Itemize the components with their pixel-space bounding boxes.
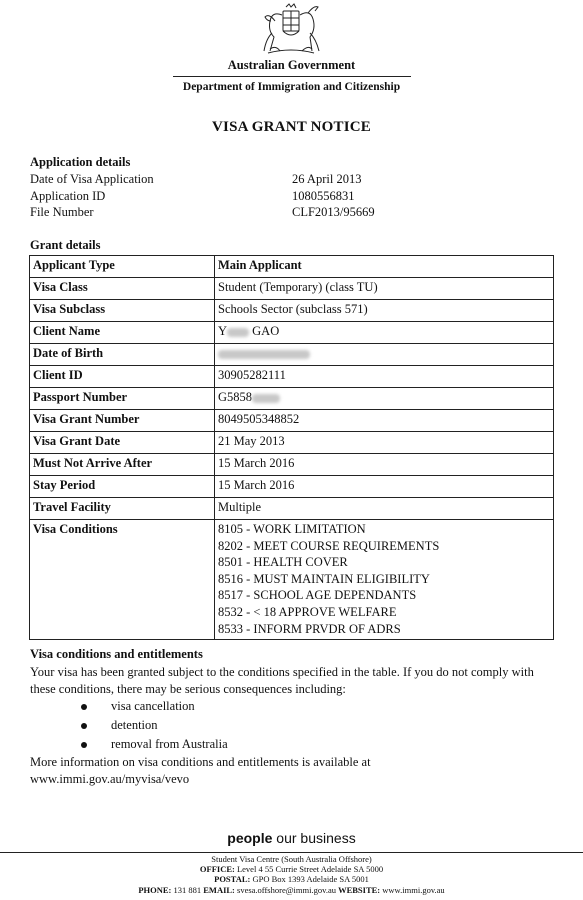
application-id-label: Application ID: [30, 189, 106, 203]
visa-grant-number-label: Visa Grant Number: [30, 410, 215, 432]
tagline-rest: our business: [272, 830, 356, 846]
application-details-heading: Application details: [30, 155, 131, 169]
date-of-application-label: Date of Visa Application: [30, 172, 154, 186]
email-address[interactable]: svesa.offshore@immi.gov.au: [234, 885, 339, 895]
footer-office: [0, 864, 583, 874]
visa-class-value: Student (Temporary) (class TU): [215, 278, 554, 300]
table-row: [30, 300, 554, 322]
passport-number-label: Passport Number: [30, 388, 215, 410]
client-name-label: Client Name: [30, 322, 215, 344]
must-not-arrive-after-label: Must Not Arrive After: [30, 454, 215, 476]
website-link[interactable]: www.immi.gov.au: [380, 885, 445, 895]
office-label: OFFICE:: [199, 864, 235, 874]
entitlements-heading: Visa conditions and entitlements: [30, 647, 203, 661]
visa-condition-item: 8516 - MUST MAINTAIN ELIGIBILITY: [218, 571, 430, 586]
client-id-label: Client ID: [30, 366, 215, 388]
visa-conditions-label: Visa Conditions: [30, 520, 215, 640]
table-row: [30, 278, 554, 300]
list-item: [79, 697, 228, 716]
postal-label: POSTAL:: [214, 874, 251, 884]
footer-divider: [0, 852, 583, 853]
bullet-icon: [81, 742, 87, 748]
file-number-value: CLF2013/95669: [292, 205, 375, 219]
date-of-application-value: 26 April 2013: [292, 172, 362, 186]
visa-condition-item: 8533 - INFORM PRVDR OF ADRS: [218, 621, 401, 636]
date-of-birth-label: Date of Birth: [30, 344, 215, 366]
applicant-type-label: Applicant Type: [30, 256, 215, 278]
redacted-name-blur: [227, 328, 249, 337]
visa-condition-item: 8517 - SCHOOL AGE DEPENDANTS: [218, 588, 417, 603]
coat-of-arms-logo: [256, 3, 326, 59]
list-item: [79, 735, 228, 754]
consequence-text: visa cancellation: [111, 699, 195, 713]
table-row: [30, 410, 554, 432]
passport-number-visible: G5858: [218, 390, 253, 404]
grant-details-heading: Grant details: [30, 238, 101, 252]
table-row: [30, 256, 554, 278]
visa-subclass-label: Visa Subclass: [30, 300, 215, 322]
footer-centre-name: Student Visa Centre (South Australia Offshore): [211, 854, 372, 864]
more-information-text: More information on visa conditions and entitlements is available at www.immi.gov.au/myvisa/vevo: [30, 755, 371, 786]
list-item: [79, 716, 228, 735]
phone-number: 131 881: [171, 885, 204, 895]
document-title: VISA GRANT NOTICE: [212, 119, 371, 135]
stay-period-label: Stay Period: [30, 476, 215, 498]
phone-label: PHONE:: [138, 885, 172, 895]
footer-postal: [0, 874, 583, 884]
office-address: Level 4 55 Currie Street Adelaide SA 5000: [234, 864, 384, 874]
table-row: [30, 432, 554, 454]
passport-number-value: [215, 388, 554, 410]
table-row: [30, 520, 554, 640]
visa-grant-date-label: Visa Grant Date: [30, 432, 215, 454]
website-label: WEBSITE:: [338, 885, 381, 895]
date-of-birth-value: [215, 344, 554, 366]
table-row: [30, 366, 554, 388]
visa-condition-item: 8501 - HEALTH COVER: [218, 555, 348, 570]
consequences-list: [79, 697, 228, 754]
visa-conditions-value: [215, 520, 554, 640]
government-name: Australian Government: [227, 58, 356, 72]
visa-condition-item: 8532 - < 18 APPROVE WELFARE: [218, 604, 397, 619]
table-row: [30, 344, 554, 366]
table-row: [30, 388, 554, 410]
travel-facility-label: Travel Facility: [30, 498, 215, 520]
visa-condition-item: 8202 - MEET COURSE REQUIREMENTS: [218, 538, 440, 553]
redacted-dob-blur: [218, 350, 310, 359]
table-row: [30, 476, 554, 498]
grant-details-table: [29, 255, 554, 640]
client-name-value: [215, 322, 554, 344]
entitlements-paragraph: Your visa has been granted subject to the conditions specified in the table. If you do not comply with these conditions, there may be serious consequences including:: [30, 665, 534, 696]
postal-address: GPO Box 1393 Adelaide SA 5001: [250, 874, 369, 884]
visa-subclass-value: Schools Sector (subclass 571): [215, 300, 554, 322]
visa-class-label: Visa Class: [30, 278, 215, 300]
client-name-last: GAO: [252, 324, 280, 338]
table-row: [30, 454, 554, 476]
table-row: [30, 322, 554, 344]
tagline: [0, 830, 583, 846]
department-name: Department of Immigration and Citizenship: [182, 81, 401, 93]
tagline-bold: people: [227, 830, 273, 846]
visa-grant-number-value: 8049505348852: [215, 410, 554, 432]
must-not-arrive-after-value: 15 March 2016: [215, 454, 554, 476]
application-id-value: 1080556831: [292, 189, 355, 203]
visa-grant-date-value: 21 May 2013: [215, 432, 554, 454]
consequence-text: removal from Australia: [111, 737, 228, 751]
header-divider: [173, 76, 411, 77]
applicant-type-value: Main Applicant: [215, 256, 554, 278]
email-label: EMAIL:: [203, 885, 235, 895]
file-number-label: File Number: [30, 205, 94, 219]
bullet-icon: [81, 704, 87, 710]
stay-period-value: 15 March 2016: [215, 476, 554, 498]
consequence-text: detention: [111, 718, 158, 732]
redacted-passport-blur: [252, 394, 280, 403]
client-id-value: 30905282111: [215, 366, 554, 388]
bullet-icon: [81, 723, 87, 729]
table-row: [30, 498, 554, 520]
client-name-first: Y: [218, 324, 228, 338]
travel-facility-value: Multiple: [215, 498, 554, 520]
visa-condition-item: 8105 - WORK LIMITATION: [218, 522, 366, 536]
footer-contact: [0, 885, 583, 895]
